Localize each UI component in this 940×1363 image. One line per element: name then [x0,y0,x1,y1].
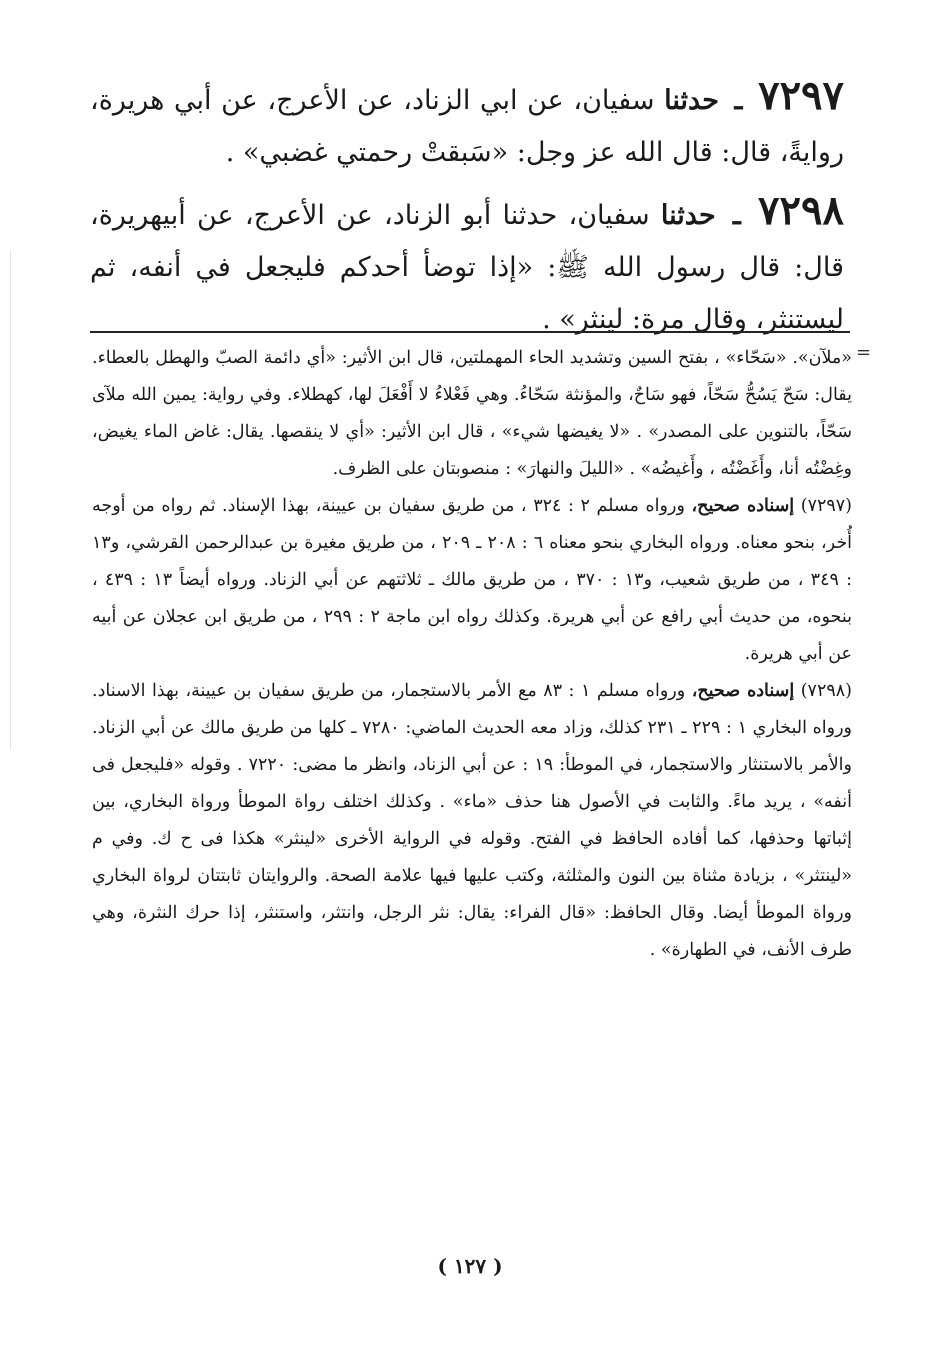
hadith-heading: حدثنا [660,200,716,231]
footnote-label: (٧٢٩٧) [800,496,852,516]
footnote-vocabulary: «ملآن». «سَحّاء» ، بفتح السين وتشديد الحاء المهملتين، قال ابن الأثير: «أي دائمة الصبّ والهطل بالعطاء. يقال: سَحّ يَسُحُّ سَحّاً، فهو سَاحٌ، والمؤنثة سَحّاءُ. وهي فَعْلاءُ لا أَفْعَلَ لها، كهطلاء. وفي رواية: يمين الله ملآى سَحّاً، بالتنوين على المصدر» . «لا يغيضها شيء» ، قال ابن الأثير: «أي لا ينقصها. يقال: غاض الماء يغيض، وغِضْتُه أنا، وأَغَضْتُه ، وأَغيضُه» . «الليلَ والنهارَ» : منصوبتان على الظرف. [92,348,852,479]
footnotes [92,340,852,969]
footnote-grading: إسناده صحيح، [691,496,795,516]
main-hadith-text [90,70,844,346]
hadith-7298 [90,185,844,346]
footnote-7298 [92,673,852,969]
footnote-separator [90,331,850,333]
hadith-dash: ـ [734,85,743,116]
hadith-body: سفيان، عن ابي الزناد، عن الأعرج، عن أبي هريرة، روايةً، قال: قال الله عز وجل: «سَبقتْ رحمتي غضبي» . [90,85,844,168]
page-number: ( ١٢٧ ) [437,1254,503,1278]
hadith-body: سفيان، حدثنا أبو الزناد، عن الأعرج، عن أبيهريرة، قال: قال رسول الله ﷺ: «إذا توضأ أحدكم فليجعل في أنفه، ثم ليستنثر، وقال مرة: لينثر» . [90,200,844,335]
footnote-grading: إسناده صحيح، [691,681,795,701]
footnote-body: ورواه مسلم ٢ : ٣٢٤ ، من طريق سفيان بن عيينة، بهذا الإسناد. ثم رواه من أوجه أُخر، بنحو معناه. ورواه البخاري بنحو معناه ٦ : ٢٠٨ ـ ٢٠٩ ، من طريق مغيرة بن عبدالرحمن القرشي، و١٣ : ٣٤٩ ، من طريق شعيب، و١٣ : ٣٧٠ ، من طريق مالك ـ ثلاثتهم عن أبي الزناد. ورواه أيضاً ١٣ : ٤٣٩ ، بنحوه، من حديث أبي رافع عن أبي هريرة. وكذلك رواه ابن ماجة ٢ : ٢٩٩ ، من طريق ابن عجلان عن أبيه عن أبي هريرة. [92,496,852,664]
footnote-7297 [92,488,852,673]
margin-mark: = [856,342,872,363]
hadith-heading: حدثنا [664,85,719,116]
hadith-number: ٧٢٩٨ [758,187,844,234]
scan-edge-line [10,250,11,750]
footnote-body: ورواه مسلم ١ : ٨٣ مع الأمر بالاستجمار، من طريق سفيان بن عيينة، بهذا الاسناد. ورواه البخاري ١ : ٢٢٩ ـ ٢٣١ كذلك، وزاد معه الحديث الماضي: ٧٢٨٠ ـ كلها من طريق مالك عن أبي الزناد. والأمر بالاستنثار والاستجمار، في الموطأ: ١٩ : عن أبي الزناد، وانظر ما مضى: ٧٢٢٠ . وقوله «فليجعل فى أنفه» ، يريد ماءً. والثابت في الأصول هنا حذف «ماء» . وكذلك اختلف رواة الموطأ ورواة البخاري، بين إثباتها وحذفها، كما أفاده الحافظ في الفتح. وقوله في الرواية الأخرى «لينثر» هكذا فى ح ك. وفي م «لينتثر» ، بزيادة مثناة بين النون والمثلثة، وكتب عليها فيها علامة الصحة. والروايتان ثابتتان لرواة البخاري ورواة الموطأ أيضا. وقال الحافظ: «قال الفراء: يقال: نثر الرجل، وانتثر، واستنثر، إذا حرك النثرة، وهي طرف الأنف، في الطهارة» . [92,681,852,960]
hadith-dash: ـ [732,200,741,231]
hadith-number: ٧٢٩٧ [758,72,845,119]
hadith-7297 [90,70,844,179]
footnote-label: (٧٢٩٨) [800,681,852,701]
